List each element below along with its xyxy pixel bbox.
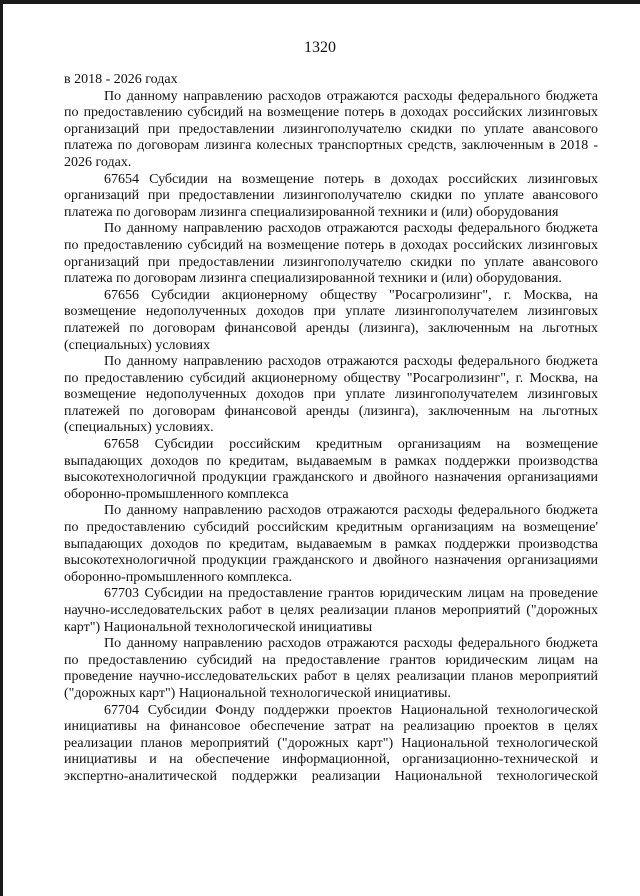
section-heading: 67658 Субсидии российским кредитным организациям на возмещение выпадающих доходов по кредитам, выдаваемым в рамках поддержки производства высокотехнологичной продукции гражданского и двойного назначения организациями оборонно-промышленного комплекса [64,437,598,502]
paragraph: в 2018 - 2026 годах [64,72,178,87]
section-heading: 67656 Субсидии акционерному обществу "Росагролизинг", г. Москва, на возмещение недополученных доходов при уплате лизингополучателем лизинговых платежей по договорам финансовой аренды (лизинга), заключенным на льготных (специальных) условиях [64,287,598,353]
section-heading: 67704 Субсидии Фонду поддержки проектов Национальной технологической инициативы на финансовое обеспечение затрат на реализацию проектов в целях реализации планов мероприятий ("дорожных карт") Национальной технологической инициативы и на обеспечение информационной, организационно-технической и экспертно-аналитической поддержки реализации Национальной технологической [64,702,598,784]
paragraph: По данному направлению расходов отражаются расходы федерального бюджета по предоставлению субсидий на возмещение потерь в доходах российских лизинговых организаций при предоставлении лизингополучателю скидки по уплате авансового платежа по договорам лизинга специализированной техники и (или) оборудования. [64,221,598,287]
scan-edge-top [0,0,640,4]
document-body [64,72,598,786]
section-heading: 67654 Субсидии на возмещение потерь в доходах российских лизинговых организаций при предоставлении лизингополучателю скидки по уплате авансового платежа по договорам лизинга специализированной техники и (или) оборудования [64,171,598,220]
section-heading: 67703 Субсидии на предоставление грантов юридическим лицам на проведение научно-исследовательских работ в целях реализации планов мероприятий ("дорожных карт") Национальной технологической инициативы [64,586,598,635]
scan-edge-left [0,0,3,896]
page-number: 1320 [304,39,336,56]
paragraph: По данному направлению расходов отражаются расходы федерального бюджета по предоставлению субсидий российским кредитным организациям на возмещение' выпадающих доходов по кредитам, выдаваемым в рамках поддержки производства высокотехнологичной продукции гражданского и двойного назначения организациями оборонно-промышленного комплекса. [64,503,598,585]
paragraph: По данному направлению расходов отражаются расходы федерального бюджета по предоставлению субсидий акционерному обществу "Росагролизинг", г. Москва, на возмещение недополученных доходов при уплате лизингополучателем лизинговых платежей по договорам финансовой аренды (лизинга), заключенным на льготных (специальных) условиях. [64,354,598,436]
paragraph: По данному направлению расходов отражаются расходы федерального бюджета по предоставлению субсидий на предоставление грантов юридическим лицам на проведение научно-исследовательских работ в целях реализации планов мероприятий ("дорожных карт") Национальной технологической инициативы. [64,636,598,701]
paragraph: По данному направлению расходов отражаются расходы федерального бюджета по предоставлению субсидий на возмещение потерь в доходах российских лизинговых организаций при предоставлении лизингополучателю скидки по уплате авансового платежа по договорам лизинга колесных транспортных средств, заключенным в 2018 - 2026 годах. [64,88,598,170]
